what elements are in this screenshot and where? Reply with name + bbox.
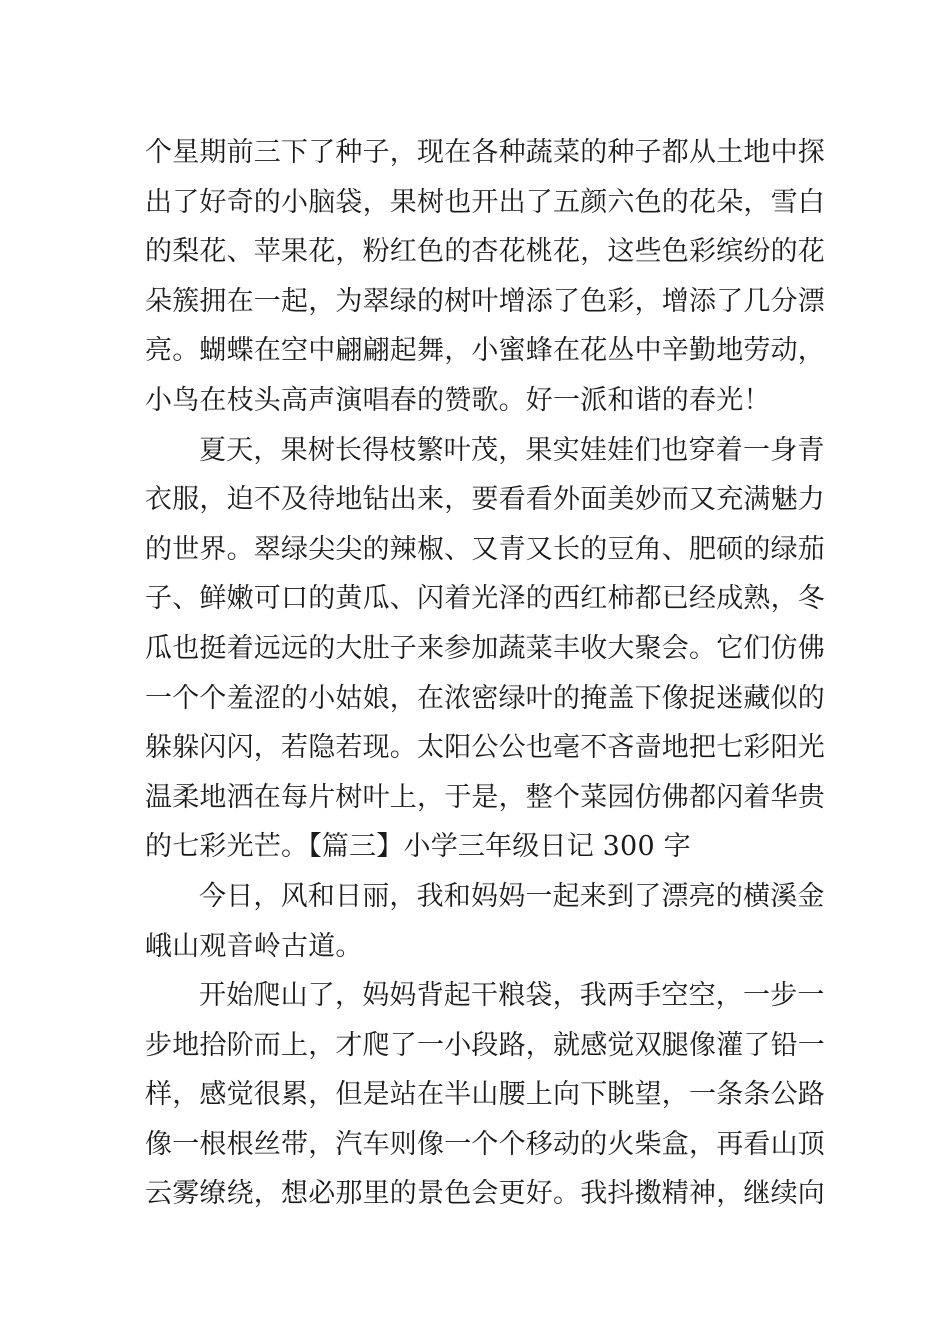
document-body xyxy=(145,128,825,1219)
text-line: 今日，风和日丽，我和妈妈一起来到了漂亮的横溪金 xyxy=(199,880,825,912)
text-line: 的梨花、苹果花，粉红色的杏花桃花，这些色彩缤纷的花 xyxy=(145,236,825,268)
text-line: 的七彩光芒。【篇三】小学三年级日记 300 字 xyxy=(145,831,691,863)
text-line: 夏天，果树长得枝繁叶茂，果实娃娃们也穿着一身青 xyxy=(199,434,825,466)
text-line: 个星期前三下了种子，现在各种蔬菜的种子都从土地中探 xyxy=(145,137,825,168)
text-line: 瓜也挺着远远的大肚子来参加蔬菜丰收大聚会。它们仿佛 xyxy=(145,632,825,664)
text-line: 出了好奇的小脑袋，果树也开出了五颜六色的花朵，雪白 xyxy=(145,186,825,218)
text-line: 躲躲闪闪，若隐若现。太阳公公也毫不吝啬地把七彩阳光 xyxy=(145,732,825,764)
text-line: 云雾缭绕，想必那里的景色会更好。我抖擞精神，继续向 xyxy=(145,1178,825,1210)
text-line: 开始爬山了，妈妈背起干粮袋，我两手空空，一步一 xyxy=(199,980,825,1012)
text-line: 衣服，迫不及待地钻出来，要看看外面美妙而又充满魅力 xyxy=(145,484,825,516)
text-line: 小鸟在枝头高声演唱春的赞歌。好一派和谐的春光！ xyxy=(145,384,771,416)
text-line: 亮。蝴蝶在空中翩翩起舞，小蜜蜂在花丛中辛勤地劳动， xyxy=(145,335,825,367)
text-line: 温柔地洒在每片树叶上，于是，整个菜园仿佛都闪着华贵 xyxy=(145,781,825,813)
text-line: 朵簇拥在一起，为翠绿的树叶增添了色彩，增添了几分漂 xyxy=(145,285,825,317)
text-line: 的世界。翠绿尖尖的辣椒、又青又长的豆角、肥硕的绿茄 xyxy=(145,533,825,565)
text-line: 步地拾阶而上，才爬了一小段路，就感觉双腿像灌了铅一 xyxy=(145,1029,825,1061)
text-line: 样，感觉很累，但是站在半山腰上向下眺望，一条条公路 xyxy=(145,1079,825,1111)
text-line: 一个个羞涩的小姑娘，在浓密绿叶的掩盖下像捉迷藏似的 xyxy=(145,682,825,714)
text-line: 子、鲜嫩可口的黄瓜、闪着光泽的西红柿都已经成熟，冬 xyxy=(145,583,825,615)
text-line: 像一根根丝带，汽车则像一个个移动的火柴盒，再看山顶 xyxy=(145,1128,825,1160)
text-line: 峨山观音岭古道。 xyxy=(145,930,363,962)
